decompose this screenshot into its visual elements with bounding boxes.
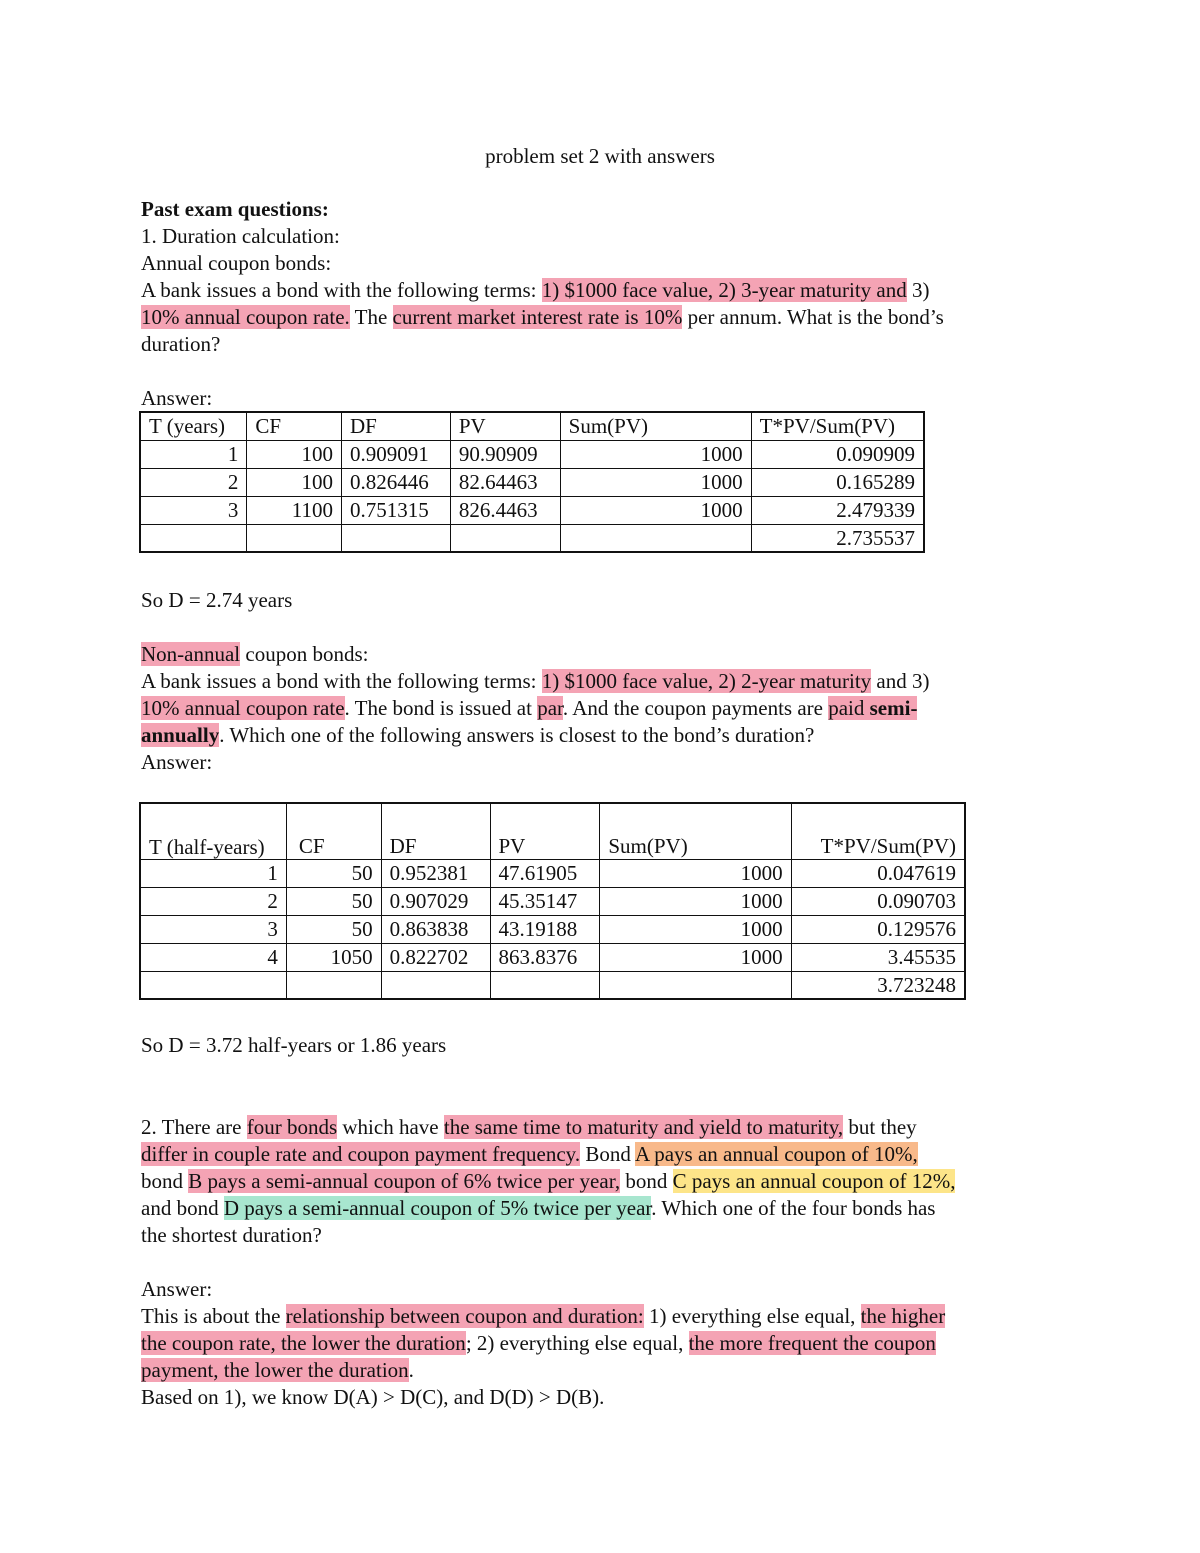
table-row — [140, 943, 965, 971]
table-cell: 1000 — [600, 943, 791, 971]
non-annual-line-2 — [141, 668, 930, 695]
highlight: payment, the lower the duration — [141, 1358, 409, 1382]
table-cell: 1 — [140, 859, 286, 887]
table-header-row — [140, 803, 965, 859]
table-cell: 0.952381 — [381, 859, 490, 887]
table-cell: 50 — [286, 887, 381, 915]
table-cell — [560, 524, 751, 552]
section-heading: Past exam questions: — [141, 197, 329, 221]
table-header-cell: DF — [341, 412, 450, 440]
non-annual-line-3 — [141, 695, 917, 722]
table-cell: 2 — [140, 468, 247, 496]
text: . — [408, 1358, 414, 1382]
text: . And the coupon payments are — [562, 696, 829, 720]
table-cell: 43.19188 — [490, 915, 600, 943]
table-cell — [341, 524, 450, 552]
table-cell — [381, 971, 490, 999]
table-header-cell: CF — [247, 412, 342, 440]
table-cell: 0.751315 — [341, 496, 450, 524]
text: A bank issues a bond with the following terms: — [141, 669, 542, 693]
table-row — [140, 859, 965, 887]
table-total-row — [140, 524, 924, 552]
table-cell: 100 — [247, 440, 342, 468]
answer-label: Answer: — [141, 1277, 213, 1301]
table-cell: 0.047619 — [791, 859, 965, 887]
highlight: 10% annual coupon rate. — [141, 305, 350, 329]
text: bond — [141, 1169, 189, 1193]
page-title: problem set 2 with answers — [485, 144, 715, 168]
text: Bond — [580, 1142, 635, 1166]
q1-text-line-2 — [141, 304, 944, 331]
text: but they — [843, 1115, 917, 1139]
table-total-row — [140, 971, 965, 999]
highlight: the higher — [860, 1304, 946, 1328]
text: and 3) — [871, 669, 930, 693]
table-header-cell: Sum(PV) — [600, 803, 791, 859]
duration-table-annual — [139, 411, 925, 553]
text: A bank issues a bond with the following terms: — [141, 278, 542, 302]
table-cell: 1000 — [600, 859, 791, 887]
table-cell: 1 — [140, 440, 247, 468]
text: bond — [620, 1169, 673, 1193]
table-cell: 3.45535 — [791, 943, 965, 971]
text: 2. There are — [141, 1115, 247, 1139]
table-header-row — [140, 412, 924, 440]
q1-text-line-1 — [141, 277, 930, 304]
table-cell — [450, 524, 560, 552]
table-row — [140, 440, 924, 468]
table-cell: 50 — [286, 915, 381, 943]
table-header-cell: T*PV/Sum(PV) — [791, 803, 965, 859]
table-header-cell: T*PV/Sum(PV) — [751, 412, 924, 440]
highlight: semi- — [869, 696, 918, 720]
table-cell: 0.129576 — [791, 915, 965, 943]
text: coupon bonds: — [240, 642, 369, 666]
highlight: differ in couple rate and coupon payment frequency. — [141, 1142, 581, 1166]
table-header-cell: T (half-years) — [140, 803, 286, 859]
table-cell — [490, 971, 600, 999]
table-cell — [600, 971, 791, 999]
q2-line-5: the shortest duration? — [141, 1223, 322, 1247]
table-cell: 0.165289 — [751, 468, 924, 496]
table-cell — [286, 971, 381, 999]
table-cell: 0.826446 — [341, 468, 450, 496]
table-cell: 90.90909 — [450, 440, 560, 468]
text: and bond — [141, 1196, 224, 1220]
table-cell: 4 — [140, 943, 286, 971]
table-cell: 47.61905 — [490, 859, 600, 887]
table-header-cell: CF — [286, 803, 381, 859]
text: . Which one of the four bonds has — [651, 1196, 936, 1220]
text: . The bond is issued at — [344, 696, 538, 720]
table-cell: 2.479339 — [751, 496, 924, 524]
table-row — [140, 915, 965, 943]
table-cell: 863.8376 — [490, 943, 600, 971]
q1-text-line-3: duration? — [141, 332, 221, 356]
table-cell: 0.822702 — [381, 943, 490, 971]
q2-answer-line-1 — [141, 1303, 945, 1330]
annual-coupon-subheading: Annual coupon bonds: — [141, 251, 332, 275]
highlight: par — [537, 696, 563, 720]
highlight: the same time to maturity and yield to maturity, — [443, 1115, 844, 1139]
conclusion-semiannual: So D = 3.72 half-years or 1.86 years — [141, 1033, 447, 1057]
table-cell: 1000 — [560, 440, 751, 468]
table-header-cell: DF — [381, 803, 490, 859]
table-cell: 3 — [140, 915, 286, 943]
text: . Which one of the following answers is closest to the bond’s duration? — [219, 723, 815, 747]
table-cell — [140, 524, 247, 552]
table-cell: 1100 — [247, 496, 342, 524]
highlight: paid — [828, 696, 870, 720]
table-cell: 1000 — [600, 915, 791, 943]
table-total-cell: 3.723248 — [791, 971, 965, 999]
text: which have — [337, 1115, 444, 1139]
highlight: annually — [141, 723, 220, 747]
table-cell: 1000 — [600, 887, 791, 915]
table-cell — [247, 524, 342, 552]
highlight: 1) $1000 face value, 2) 2-year maturity — [541, 669, 872, 693]
q2-answer-line-4: Based on 1), we know D(A) > D(C), and D(D) > D(B). — [141, 1385, 605, 1409]
highlight: current market interest rate is 10% — [392, 305, 683, 329]
table-header-cell: PV — [450, 412, 560, 440]
table-header-cell: T (years) — [140, 412, 247, 440]
q2-line-4 — [141, 1195, 935, 1222]
non-annual-subheading — [141, 641, 368, 668]
table-cell: 0.863838 — [381, 915, 490, 943]
highlight: four bonds — [246, 1115, 338, 1139]
text: per annum. What is the bond’s — [682, 305, 944, 329]
table-cell: 50 — [286, 859, 381, 887]
q2-line-1 — [141, 1114, 917, 1141]
highlight: the coupon rate, the lower the duration — [141, 1331, 466, 1355]
highlight: 10% annual coupon rate — [141, 696, 345, 720]
duration-table-semiannual — [139, 802, 966, 1000]
q2-line-3 — [141, 1168, 955, 1195]
highlight: the more frequent the coupon — [688, 1331, 936, 1355]
table-row — [140, 496, 924, 524]
highlight: B pays a semi-annual coupon of 6% twice per year, — [188, 1169, 621, 1193]
table-cell: 1000 — [560, 468, 751, 496]
text: This is about the — [141, 1304, 286, 1328]
table-cell: 0.090909 — [751, 440, 924, 468]
table-cell: 45.35147 — [490, 887, 600, 915]
highlight: 1) $1000 face value, 2) 3-year maturity and — [541, 278, 907, 302]
table-cell: 1050 — [286, 943, 381, 971]
table-cell: 826.4463 — [450, 496, 560, 524]
table-cell — [140, 971, 286, 999]
table-cell: 2 — [140, 887, 286, 915]
highlight: A pays an annual coupon of 10%, — [634, 1142, 918, 1166]
table-cell: 82.64463 — [450, 468, 560, 496]
table-header-cell: Sum(PV) — [560, 412, 751, 440]
text: The — [349, 305, 393, 329]
table-cell: 0.090703 — [791, 887, 965, 915]
answer-label: Answer: — [141, 750, 213, 774]
highlight: relationship between coupon and duration: — [285, 1304, 644, 1328]
text: 3) — [906, 278, 930, 302]
highlight: D pays a semi-annual coupon of 5% twice per year — [223, 1196, 652, 1220]
table-cell: 1000 — [560, 496, 751, 524]
table-cell: 0.909091 — [341, 440, 450, 468]
table-cell: 3 — [140, 496, 247, 524]
q2-answer-line-2 — [141, 1330, 936, 1357]
non-annual-line-4 — [141, 722, 814, 749]
table-cell: 0.907029 — [381, 887, 490, 915]
highlight: Non-annual — [141, 642, 241, 666]
answer-label: Answer: — [141, 386, 213, 410]
table-total-cell: 2.735537 — [751, 524, 924, 552]
text: ; 2) everything else equal, — [465, 1331, 689, 1355]
highlight: C pays an annual coupon of 12%, — [672, 1169, 956, 1193]
q2-line-2 — [141, 1141, 918, 1168]
q2-answer-line-3 — [141, 1357, 414, 1384]
question-1-heading: 1. Duration calculation: — [141, 224, 340, 248]
table-row — [140, 468, 924, 496]
table-cell: 100 — [247, 468, 342, 496]
table-row — [140, 887, 965, 915]
conclusion-annual: So D = 2.74 years — [141, 588, 293, 612]
text: 1) everything else equal, — [643, 1304, 861, 1328]
table-header-cell: PV — [490, 803, 600, 859]
